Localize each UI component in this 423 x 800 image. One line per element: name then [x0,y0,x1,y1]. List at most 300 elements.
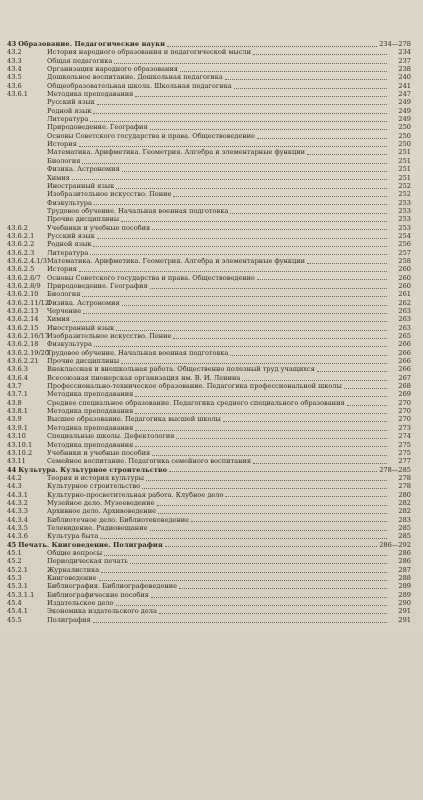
dot-leader [121,220,387,222]
entry-title: Полиграфия [47,615,91,624]
entry-code: 43.6 [7,81,22,90]
entry-page-number: 251 [398,165,411,174]
toc-entry [7,449,411,457]
entry-title: Специальные школы. Дефектология [47,432,175,441]
entry-page-number: 260 [398,273,411,282]
section-heading [7,466,411,474]
entry-code: 43.6.2.3 [7,248,35,257]
entry-page-number: 266 [398,365,411,374]
entry-page-number: 249 [398,98,411,107]
entry-title: Методика преподавания [47,440,134,449]
entry-title: История [47,140,77,149]
entry-title: Культурное строительство [47,482,141,491]
toc-entry [7,290,411,298]
toc-entry [7,591,411,599]
entry-page-number: 283 [398,515,411,524]
dot-leader [121,362,387,364]
entry-title: Образование. Педагогические науки [18,40,166,48]
toc-entry [7,140,411,148]
toc-entry [7,557,411,565]
entry-title: Среднее специальное образование. Педагогика среднего специального образования [47,398,345,407]
toc-entry [7,365,411,373]
toc-entry [7,165,411,173]
entry-title: Библиография. Библиографоведение [47,582,178,591]
toc-entry [7,507,411,515]
dot-leader [116,329,387,331]
dot-leader [82,162,387,164]
entry-title: Общеобразовательная школа. Школьная педагогика [47,81,232,90]
entry-title: Телевидение. Радиовещание [47,523,148,532]
entry-page-number: 251 [398,173,411,182]
entry-page-number: 289 [398,582,411,591]
toc-entry [7,82,411,90]
entry-page-number: 253 [398,223,411,232]
dot-leader [97,237,387,239]
dot-leader [225,78,387,80]
dot-leader [93,245,387,247]
entry-page-number: 285 [398,523,411,532]
dot-leader [135,95,387,97]
entry-page-number: 275 [398,448,411,457]
dot-leader [180,70,387,72]
entry-page-number: 278 [398,473,411,482]
entry-code: 44.3.6 [7,532,28,541]
entry-code: 44.2 [7,473,22,482]
entry-code: 43.6.2.5 [7,265,35,274]
toc-entry [7,340,411,348]
entry-page-number: 282 [398,498,411,507]
entry-title: Учебники и учебные пособия [47,223,151,232]
dot-leader [72,320,387,322]
entry-title: Учебники и учебные пособия [47,448,151,457]
toc-entry [7,182,411,190]
entry-page-number: 266 [398,348,411,357]
entry-page-number: 241 [398,81,411,90]
dot-leader [234,87,387,89]
entry-code: 44 [7,465,17,474]
entry-code: 43.5 [7,73,22,82]
toc-entry [7,390,411,398]
dot-leader [242,379,387,381]
entry-title: Прочие дисциплины [47,215,120,224]
entry-page-number: 253 [398,198,411,207]
toc-entry [7,249,411,257]
dot-leader [344,387,387,389]
entry-title: Методика преподавания [47,407,134,416]
toc-entry [7,332,411,340]
entry-title: Культура. Культурное строительство [18,465,168,474]
entry-code: 44.3.5 [7,523,28,532]
entry-page-number: 278 [398,482,411,491]
entry-title: Физкультура [47,198,92,207]
entry-code: 45.2 [7,557,22,566]
entry-page-number: 250 [398,140,411,149]
dot-leader [122,170,387,172]
dot-leader [97,103,387,105]
entry-code: 43 [7,40,17,48]
entry-title: Архивное дело. Архивоведение [47,507,156,516]
entry-page-number: 237 [398,56,411,65]
entry-page-number: 288 [398,574,411,582]
toc-entry [7,457,411,465]
entry-code: 43.6.2.14 [7,315,39,324]
entry-page-number: 260 [398,281,411,290]
toc-entry [7,549,411,557]
entry-code: 45.3.1 [7,582,28,591]
entry-page-number: 291 [398,615,411,624]
dot-leader [150,287,387,289]
entry-title: Общая педагогика [47,56,113,65]
entry-code: 43.6.2.15 [7,323,39,332]
entry-page-number: 282 [398,507,411,516]
entry-title: Изобразительное искусство. Пение [47,332,172,341]
dot-leader [253,53,387,55]
dot-leader [79,270,387,272]
dot-leader [100,537,387,539]
entry-page-number: 254 [398,231,411,240]
dot-leader [152,228,387,230]
dot-leader [317,370,387,372]
dot-leader [116,604,387,606]
entry-title: Русский язык [47,98,95,107]
entry-title: Музейное дело. Музееведение [47,498,155,507]
toc-entry [7,57,411,65]
entry-code: 43.6.2.10 [7,290,39,299]
entry-page-number: 258 [398,256,411,265]
entry-page-number: 267 [398,373,411,382]
entry-title: Внеклассная и внешкольная работа. Общественно полезный труд учащихся [47,365,315,374]
entry-page-number: 277 [398,457,411,466]
toc-entry [7,432,411,440]
toc-entry [7,307,411,315]
dot-leader [146,479,387,481]
entry-title: Дошкольное воспитание. Дошкольная педагогика [47,73,223,82]
entry-page-number: 250 [398,131,411,140]
entry-page-number: 238 [398,65,411,74]
entry-title: Печать. Книговедение. Полиграфия [18,540,163,549]
entry-title: Родной язык [47,240,92,249]
dot-leader [116,187,387,189]
dot-leader [257,137,387,139]
entry-code: 43.2 [7,48,22,57]
toc-entry [7,532,411,540]
dot-leader [150,529,387,531]
entry-page-number: 286—292 [379,540,411,549]
toc-entry [7,566,411,574]
dot-leader [150,128,387,130]
entry-code: 45.3.1.1 [7,590,35,599]
entry-title: Издательское дело [47,599,114,608]
dot-leader [157,504,388,506]
entry-code: 43.6.4 [7,373,28,382]
entry-title: Культурно-просветительная работа. Клубное дело [47,490,224,499]
dot-leader [169,470,377,472]
toc-entry [7,599,411,607]
section-heading [7,541,411,549]
entry-code: 43.8.1 [7,407,28,416]
entry-page-number: 261 [398,290,411,299]
toc-entry [7,524,411,532]
entry-page-number: 278—285 [379,465,411,474]
entry-code: 43.3 [7,56,22,65]
entry-title: Природоведение. География [47,281,148,290]
entry-title: Трудовое обучение. Начальная военная подготовка [47,348,229,357]
entry-title: Природоведение. География [47,123,148,132]
entry-code: 43.6.3 [7,365,28,374]
dot-leader [158,512,387,514]
table-of-contents [7,40,411,624]
toc-entry [7,357,411,365]
dot-leader [90,120,387,122]
entry-page-number: 251 [398,156,411,165]
toc-entry [7,123,411,131]
entry-page-number: 252 [398,181,411,190]
entry-title: Иностранный язык [47,323,115,332]
entry-title: Журналистика [47,565,100,574]
entry-title: Профессионально-техническое образование. Педагогика профессиональной школы [47,382,342,391]
entry-code: 44.3.1 [7,490,28,499]
entry-title: Общие вопросы [47,548,103,557]
entry-page-number: 289 [398,590,411,599]
toc-entry [7,232,411,240]
dot-leader [93,112,387,114]
toc-entry [7,48,411,56]
toc-entry [7,174,411,182]
entry-code: 44.3.4 [7,515,28,524]
entry-page-number: 250 [398,123,411,132]
entry-title: Физика. Астрономия [47,298,120,307]
entry-code: 44.3.2 [7,498,28,507]
toc-entry [7,374,411,382]
entry-title: Методика преподавания [47,90,134,99]
entry-title: Черчение [47,307,82,315]
toc-entry [7,115,411,123]
toc-entry [7,616,411,624]
toc-entry [7,399,411,407]
dot-leader [179,587,387,589]
entry-page-number: 260 [398,265,411,274]
dot-leader [122,304,387,306]
entry-page-number: 269 [398,390,411,399]
entry-code: 44.3.3 [7,507,28,516]
entry-code: 45.4.1 [7,607,28,616]
entry-code: 43.11 [7,457,26,466]
toc-entry [7,265,411,273]
dot-leader [142,487,387,489]
dot-leader [135,395,387,397]
toc-entry [7,90,411,98]
dot-leader [94,345,387,347]
entry-title: Химия [47,173,70,182]
entry-page-number: 253 [398,215,411,224]
dot-leader [253,462,387,464]
entry-code: 43.6.2.6/7 [7,273,41,282]
entry-code: 43.7.1 [7,390,28,399]
entry-page-number: 274 [398,432,411,441]
entry-page-number: 234 [398,48,411,57]
dot-leader [135,412,387,414]
toc-entry [7,582,411,590]
toc-entry [7,132,411,140]
entry-code: 43.9 [7,415,22,424]
toc-entry [7,349,411,357]
dot-leader [83,312,387,314]
entry-code: 43.6.2.1 [7,231,35,240]
entry-title: Теория и история культуры [47,473,144,482]
entry-title: Библиографические пособия [47,590,149,599]
entry-page-number: 275 [398,440,411,449]
entry-page-number: 291 [398,607,411,616]
dot-leader [130,562,387,564]
entry-title: Биология [47,290,81,299]
dot-leader [223,420,387,422]
dot-leader [135,429,387,431]
toc-entry [7,491,411,499]
toc-entry [7,415,411,423]
toc-entry [7,574,411,582]
entry-page-number: 252 [398,190,411,199]
dot-leader [307,262,387,264]
toc-entry [7,499,411,507]
toc-entry [7,240,411,248]
entry-page-number: 234—278 [379,40,411,48]
entry-page-number: 247 [398,90,411,99]
entry-page-number: 270 [398,407,411,416]
dot-leader [173,337,387,339]
entry-title: Иностранный язык [47,181,115,190]
toc-entry [7,474,411,482]
entry-page-number: 257 [398,248,411,257]
dot-leader [307,153,387,155]
toc-entry [7,607,411,615]
dot-leader [159,612,387,614]
toc-entry [7,215,411,223]
entry-code: 43.6.2.13 [7,307,39,315]
dot-leader [167,45,377,47]
entry-page-number: 266 [398,340,411,349]
dot-leader [165,545,377,547]
entry-code: 43.6.2.18 [7,340,39,349]
entry-title: История [47,265,77,274]
entry-page-number: 270 [398,415,411,424]
toc-entry [7,257,411,265]
dot-leader [82,295,387,297]
entry-page-number: 273 [398,423,411,432]
entry-title: Литература [47,248,89,257]
dot-leader [347,404,387,406]
entry-page-number: 249 [398,106,411,115]
entry-code: 43.10 [7,432,26,441]
entry-code: 43.9.1 [7,423,28,432]
entry-title: Периодическая печать [47,557,128,566]
dot-leader [230,354,387,356]
entry-title: Культура быта [47,532,99,541]
dot-leader [90,253,387,255]
entry-code: 45.5 [7,615,22,624]
toc-entry [7,65,411,73]
entry-title: Изобразительное искусство. Пение [47,190,172,199]
entry-page-number: 263 [398,307,411,315]
dot-leader [99,579,387,581]
entry-code: 43.6.1 [7,90,28,99]
dot-leader [104,554,387,556]
entry-title: Методика преподавания [47,423,134,432]
entry-code: 45.1 [7,548,22,557]
toc-entry [7,98,411,106]
entry-page-number: 285 [398,532,411,541]
section-heading [7,40,411,48]
dot-leader [151,596,387,598]
entry-title: Биология [47,156,81,165]
entry-title: Основы Советского государства и права. Обществоведение [47,131,255,140]
dot-leader [101,571,387,573]
entry-title: Всесоюзная пионерская организация им. В. И. Ленина [47,373,241,382]
toc-entry [7,516,411,524]
entry-page-number: 265 [398,332,411,341]
toc-entry [7,441,411,449]
entry-title: Математика. Арифметика. Геометрия. Алгебра и элементарные функции [47,256,306,265]
toc-entry [7,424,411,432]
entry-title: Основы Советского государства и права. Обществоведение [47,273,255,282]
entry-code: 43.8 [7,398,22,407]
entry-code: 45.3 [7,574,22,582]
dot-leader [225,495,387,497]
toc-entry [7,157,411,165]
entry-code: 43.4 [7,65,22,74]
toc-entry [7,224,411,232]
entry-title: Экономика издательского дела [47,607,157,616]
toc-entry [7,207,411,215]
entry-code: 43.6.2.19/20 [7,348,50,357]
entry-code: 45.4 [7,599,22,608]
entry-title: Книговедение [47,574,97,582]
dot-leader [135,445,387,447]
entry-page-number: 287 [398,565,411,574]
entry-title: Прочие дисциплины [47,357,120,366]
dot-leader [230,212,387,214]
entry-code: 44.3 [7,482,22,491]
entry-page-number: 286 [398,557,411,566]
entry-title: Методика преподавания [47,390,134,399]
entry-title: Библиотечное дело. Библиотековедение [47,515,190,524]
dot-leader [152,454,387,456]
entry-page-number: 263 [398,323,411,332]
entry-code: 45.2.1 [7,565,28,574]
entry-title: Русский язык [47,231,95,240]
toc-entry [7,407,411,415]
entry-title: Трудовое обучение. Начальная военная подготовка [47,206,229,215]
entry-page-number: 263 [398,315,411,324]
entry-code: 43.6.2.21 [7,357,39,366]
entry-code: 43.6.2 [7,223,28,232]
entry-page-number: 256 [398,240,411,249]
entry-code: 43.10.2 [7,448,33,457]
dot-leader [176,437,387,439]
toc-entry [7,282,411,290]
toc-entry [7,107,411,115]
toc-entry [7,324,411,332]
entry-title: Организация народного образования [47,65,178,74]
entry-page-number: 268 [398,382,411,391]
dot-leader [79,145,387,147]
entry-title: История народного образования и педагогической мысли [47,48,251,57]
entry-title: Семейное воспитание. Педагогика семейного воспитания [47,457,252,466]
entry-code: 43.6.2.2 [7,240,35,249]
toc-entry [7,148,411,156]
entry-title: Физика. Астрономия [47,165,120,174]
entry-title: Математика. Арифметика. Геометрия. Алгебра и элементарные функции [47,148,306,157]
entry-code: 43.6.2.16/17 [7,332,50,341]
